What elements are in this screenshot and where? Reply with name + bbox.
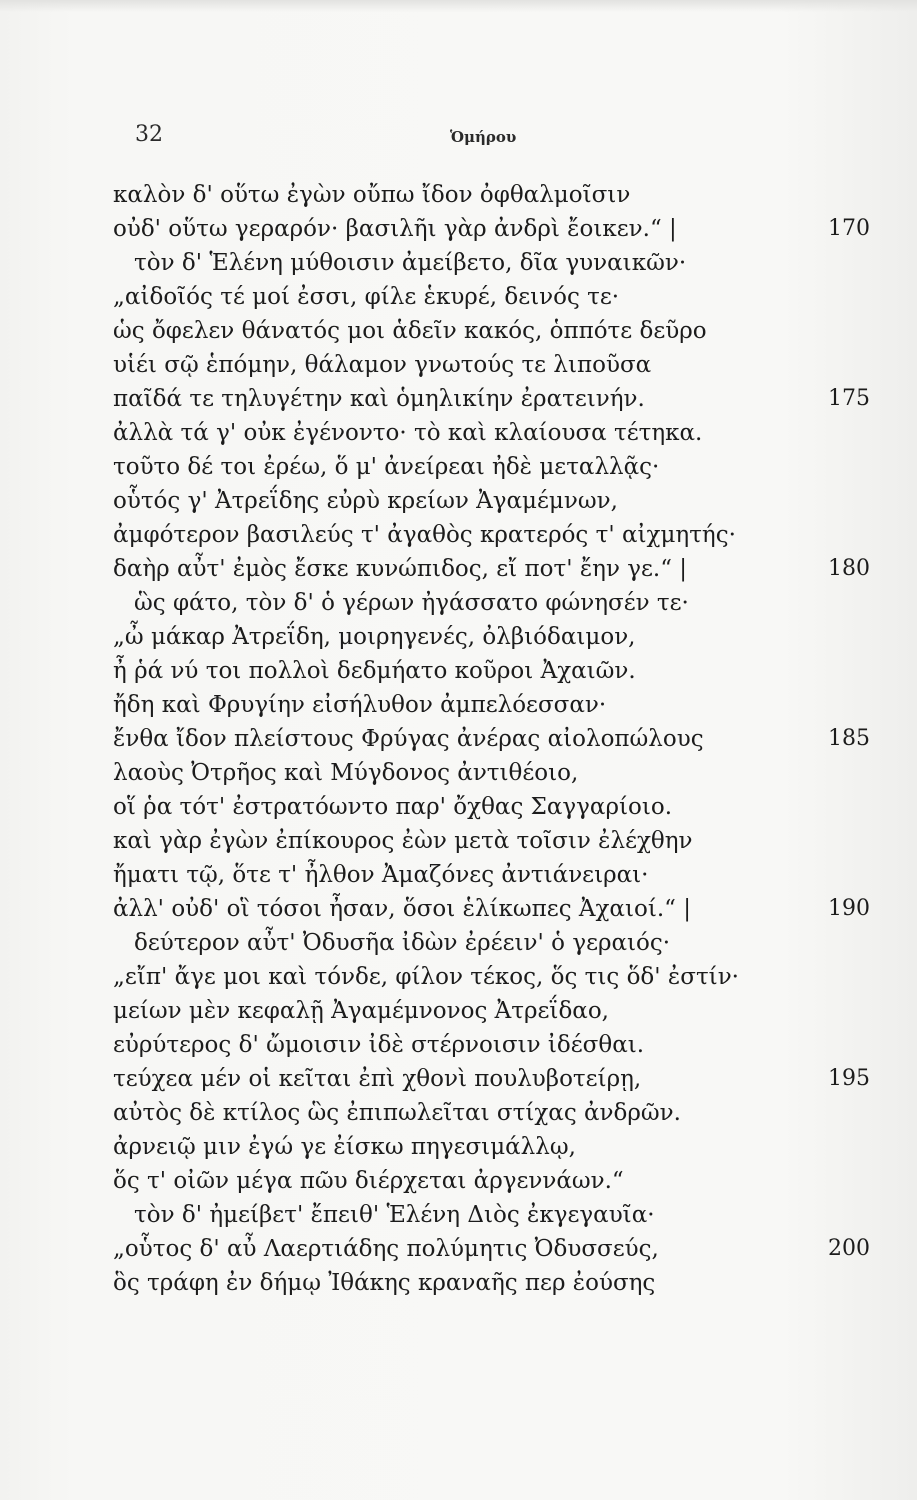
verse-line-text: ἀμφότερον βασιλεύς τ' ἀγαθὸς κρατερός τ' αἰχμητής·	[113, 522, 736, 548]
verse-line	[0, 416, 917, 450]
verse-line	[0, 1266, 917, 1300]
verse-line	[0, 280, 917, 314]
verse-line-text: λαοὺς Ὀτρῆος καὶ Μύγδονος ἀντιθέοιο,	[113, 760, 579, 786]
verse-line-text: τοῦτο δέ τοι ἐρέω, ὅ μ' ἀνείρεαι ἠδὲ μεταλλᾷς·	[113, 454, 660, 480]
verse-line	[0, 586, 917, 620]
line-number: 170	[828, 216, 870, 241]
verse-text	[0, 178, 917, 1300]
verse-line-text: εὐρύτερος δ' ὤμοισιν ἰδὲ στέρνοισιν ἰδέσθαι.	[113, 1032, 645, 1058]
line-number: 180	[828, 556, 870, 581]
verse-line-text: καὶ γὰρ ἐγὼν ἐπίκουρος ἐὼν μετὰ τοῖσιν ἐλέχθην	[113, 828, 693, 854]
verse-line-text: παῖδά τε τηλυγέτην καὶ ὁμηλικίην ἐρατεινήν.	[113, 386, 645, 412]
verse-line-text: δεύτερον αὖτ' Ὀδυσῆα ἰδὼν ἐρέειν' ὁ γεραιός·	[134, 930, 671, 956]
verse-line	[0, 994, 917, 1028]
verse-line	[0, 1164, 917, 1198]
verse-line-text: „αἰδοῖός τέ μοί ἐσσι, φίλε ἑκυρέ, δεινός τε·	[113, 284, 620, 310]
verse-line-text: οὗτός γ' Ἀτρεΐδης εὐρὺ κρείων Ἀγαμέμνων,	[113, 488, 618, 514]
verse-line-text: αὐτὸς δὲ κτίλος ὣς ἐπιπωλεῖται στίχας ἀνδρῶν.	[113, 1100, 681, 1126]
verse-line-text: μείων μὲν κεφαλῇ Ἀγαμέμνονος Ἀτρεΐδαο,	[113, 998, 609, 1024]
verse-line-text: ἀλλὰ τά γ' οὐκ ἐγένοντο· τὸ καὶ κλαίουσα τέτηκα.	[113, 420, 703, 446]
verse-line	[0, 620, 917, 654]
verse-line-text: ὣς φάτο, τὸν δ' ὁ γέρων ἠγάσσατο φώνησέν τε·	[134, 590, 689, 616]
page-edge-shadow	[0, 0, 917, 12]
verse-line	[0, 348, 917, 382]
line-number: 185	[828, 726, 870, 751]
verse-line-text: δαὴρ αὖτ' ἐμὸς ἔσκε κυνώπιδος, εἴ ποτ' ἔην γε.“ |	[113, 556, 688, 582]
verse-line-text: ὡς ὄφελεν θάνατός μοι ἁδεῖν κακός, ὁππότε δεῦρο	[113, 318, 707, 344]
line-number: 190	[828, 896, 870, 921]
verse-line-text: ἔνθα ἴδον πλείστους Φρύγας ἀνέρας αἰολοπώλους	[113, 726, 704, 752]
verse-line-text: ἤδη καὶ Φρυγίην εἰσήλυθον ἀμπελόεσσαν·	[113, 692, 607, 718]
running-head: Ὁμήρου	[450, 128, 517, 146]
verse-line	[0, 484, 917, 518]
verse-line	[0, 654, 917, 688]
verse-line-text: οἵ ῥα τότ' ἐστρατόωντο παρ' ὄχθας Σαγγαρίοιο.	[113, 794, 673, 820]
page-number: 32	[135, 122, 163, 147]
verse-line-text: „εἴπ' ἄγε μοι καὶ τόνδε, φίλον τέκος, ὅς τις ὅδ' ἐστίν·	[113, 964, 739, 990]
verse-line	[0, 212, 917, 246]
verse-line	[0, 246, 917, 280]
verse-line-text: τὸν δ' ἠμείβετ' ἔπειθ' Ἑλένη Διὸς ἐκγεγαυῖα·	[134, 1202, 655, 1228]
verse-line-text: ἀρνειῷ μιν ἐγώ γε ἐίσκω πηγεσιμάλλῳ,	[113, 1134, 576, 1160]
verse-line	[0, 1232, 917, 1266]
verse-line	[0, 790, 917, 824]
verse-line	[0, 722, 917, 756]
verse-line	[0, 178, 917, 212]
verse-line	[0, 858, 917, 892]
verse-line	[0, 1062, 917, 1096]
verse-line	[0, 450, 917, 484]
verse-line-text: „ὦ μάκαρ Ἀτρεΐδη, μοιρηγενές, ὀλβιόδαιμον,	[113, 624, 636, 650]
verse-line	[0, 1028, 917, 1062]
verse-line-text: ἀλλ' οὐδ' οἳ τόσοι ἦσαν, ὅσοι ἑλίκωπες Ἀχαιοί.“ |	[113, 896, 691, 922]
verse-line-text: τεύχεα μέν οἱ κεῖται ἐπὶ χθονὶ πουλυβοτείρῃ,	[113, 1066, 642, 1092]
line-number: 195	[828, 1066, 870, 1091]
verse-line	[0, 1096, 917, 1130]
verse-line-text: ὃς τράφη ἐν δήμῳ Ἰθάκης κραναῆς περ ἐούσης	[113, 1270, 656, 1296]
verse-line	[0, 1198, 917, 1232]
verse-line	[0, 960, 917, 994]
verse-line	[0, 824, 917, 858]
verse-line-text: τὸν δ' Ἑλένη μύθοισιν ἀμείβετο, δῖα γυναικῶν·	[134, 250, 687, 276]
verse-line-text: καλὸν δ' οὕτω ἐγὼν οὔπω ἴδον ὀφθαλμοῖσιν	[113, 182, 631, 208]
verse-line	[0, 552, 917, 586]
verse-line	[0, 892, 917, 926]
verse-line	[0, 518, 917, 552]
verse-line	[0, 314, 917, 348]
line-number: 175	[828, 386, 870, 411]
verse-line	[0, 756, 917, 790]
verse-line-text: υἱέι σῷ ἑπόμην, θάλαμον γνωτούς τε λιποῦσα	[113, 352, 652, 378]
verse-line-text: „οὗτος δ' αὖ Λαερτιάδης πολύμητις Ὀδυσσεύς,	[113, 1236, 659, 1262]
verse-line-text: οὐδ' οὕτω γεραρόν· βασιλῆι γὰρ ἀνδρὶ ἔοικεν.“ |	[113, 216, 677, 242]
verse-line	[0, 688, 917, 722]
line-number: 200	[828, 1236, 870, 1261]
verse-line	[0, 1130, 917, 1164]
verse-line-text: ἤματι τῷ, ὅτε τ' ἦλθον Ἀμαζόνες ἀντιάνειραι·	[113, 862, 649, 888]
verse-line-text: ὅς τ' οἰῶν μέγα πῶυ διέρχεται ἀργεννάων.“	[113, 1168, 624, 1194]
verse-line	[0, 926, 917, 960]
verse-line-text: ἦ ῥά νύ τοι πολλοὶ δεδμήατο κοῦροι Ἀχαιῶν.	[113, 658, 636, 684]
verse-line	[0, 382, 917, 416]
